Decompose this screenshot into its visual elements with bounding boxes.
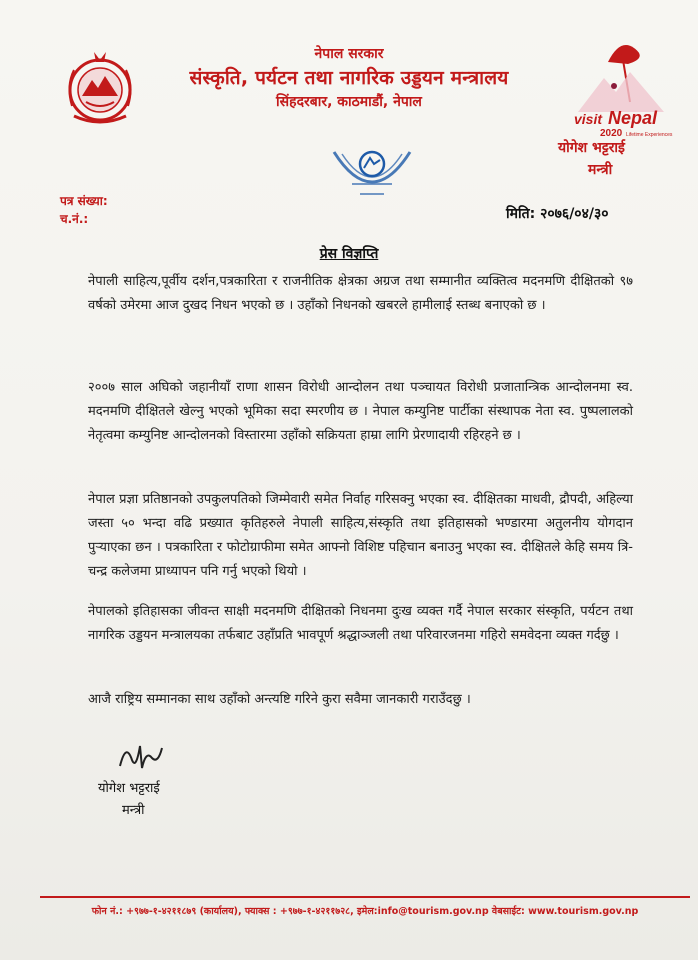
tagline-text: Lifetime Experiences [626, 132, 673, 138]
footer-divider [40, 896, 690, 898]
letter-date: मिति: २०७६/०४/३० [506, 206, 609, 222]
nepal-text: Nepal [608, 108, 658, 128]
ministry-seal-icon [316, 146, 428, 210]
press-release-title: प्रेस विज्ञप्ति [319, 246, 379, 262]
signatory-name: योगेश भट्टराई [98, 781, 160, 796]
signatory-title: मन्त्री [122, 803, 145, 818]
footer-contact: फोन नं.: +९७७-१-४२११८७९ (कार्यालय), फ्याक्स : +९७७-१-४२११७२८, इमेल:info@tourism.gov.np वेबसाईट: www.tourism.gov.np [91, 906, 639, 917]
paragraph-2: २००७ साल अघिको जहानीयाँ राणा शासन विरोधी आन्दोलन तथा पञ्चायत विरोधी प्रजातान्त्रिक आन्दोलनमा स्व. मदनमणि दीक्षितले खेल्नु भएको भूमिका सदा स्मरणीय छ । नेपाल कम्युनिष्ट पार्टीका संस्थापक नेता स्व. पुष्पलालको नेतृत्वमा कम्युनिष्ट आन्दोलनको विस्तारमा उहाँको सक्रियता हाम्रा लागि प्रेरणादायी रहिरहने छ । [88, 380, 633, 443]
visit-text: visit [574, 111, 603, 127]
ministry-address: सिंहदरबार, काठमाडौं, नेपाल [276, 94, 422, 110]
year-text: 2020 [600, 128, 623, 139]
handwritten-signature-icon [116, 736, 166, 780]
minister-title: मन्त्री [588, 162, 613, 178]
paragraph-5: आजै राष्ट्रिय सम्मानका साथ उहाँको अन्त्यष्टि गरिने कुरा सवैमा जानकारी गराउँदछु । [88, 692, 471, 707]
paragraph-1: नेपाली साहित्य,पूर्वीय दर्शन,पत्रकारिता र राजनीतिक क्षेत्रका अग्रज तथा सम्मानीत व्यक्तित्व मदनमणि दीक्षितको ९७ वर्षको उमेरमा आज दुखद निधन भएको छ । उहाँको निधनको खबरले हामीलाई स्तब्ध बनाएको छ । [88, 274, 633, 313]
minister-name: योगेश भट्टराई [558, 140, 625, 156]
visit-nepal-2020-logo-icon [568, 32, 678, 142]
paragraph-3: नेपाल प्रज्ञा प्रतिष्ठानको उपकुलपतिको जिम्मेवारी समेत निर्वाह गरिसक्नु भएका स्व. दीक्षितका माधवी, द्रौपदी, अहिल्या जस्ता ५० भन्दा वढि प्रख्यात कृतिहरुले नेपाली साहित्य,संस्कृति तथा इतिहासको भण्डारमा अतुलनीय योगदान पुऱ्याएका छन । पत्रकारिता र फोटोग्राफीमा समेत आफ्नो विशिष्ट पहिचान बनाउनु भएका स्व. दीक्षितले केहि समय त्रि-चन्द्र कलेजमा प्राध्यापन पनि गर्नु भएको थियो । [88, 492, 633, 579]
letter-number-label: पत्र संख्या: [60, 194, 108, 208]
dispatch-number-label: च.नं.: [60, 212, 89, 226]
government-name: नेपाल सरकार [314, 46, 384, 62]
ministry-name: संस्कृति, पर्यटन तथा नागरिक उड्डयन मन्त्रालय [189, 67, 509, 89]
paragraph-4: नेपालको इतिहासका जीवन्त साक्षी मदनमणि दीक्षितको निधनमा दुःख व्यक्त गर्दै नेपाल सरकार संस्कृति, पर्यटन तथा नागरिक उड्डयन मन्त्रालयका तर्फबाट उहाँप्रति भावपूर्ण श्रद्धाञ्जली तथा परिवारजनमा गहिरो समवेदना व्यक्त गर्दछु । [88, 604, 633, 643]
